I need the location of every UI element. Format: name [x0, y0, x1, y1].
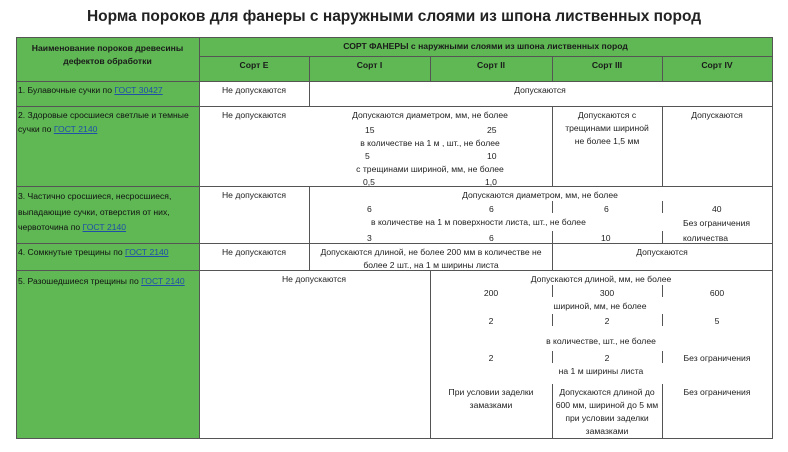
row5-grades-e-i: Не допускаются	[281, 274, 347, 284]
row3-grade-ii-quantity: 6	[489, 233, 494, 243]
row2-grade-i-crack-width: 0,5	[363, 177, 375, 187]
row2-cracks-head: с трещинами шириной, мм, не более	[356, 164, 504, 174]
row2-grade-iii: Допускаются с трещинами шириной не более 1,5 мм	[565, 110, 649, 146]
row5-grade-iv-quantity: Без ограничения	[683, 353, 751, 363]
row2-quantity-head: в количестве на 1 м , шт., не более	[360, 138, 500, 148]
header-defects-col: Наименование пороков древесины дефектов обработки	[16, 37, 199, 81]
gost-30427-link[interactable]: ГОСТ 30427	[114, 85, 163, 95]
row5-grade-iii-fill: Допускаются длиной до 600 мм, шириной до 5 мм при условии заделки замазками	[555, 387, 659, 436]
row5-grade-ii-fill: При условии заделки замазками	[448, 387, 534, 410]
gost-2140-link-row4[interactable]: ГОСТ 2140	[125, 247, 169, 257]
row3-grade-iv-diameter: 40	[712, 204, 722, 214]
row2-label: 2. Здоровые сросшиеся светлые и темные сучки по ГОСТ 2140	[16, 106, 199, 186]
row3-grade-i-quantity: 3	[367, 233, 372, 243]
row2-grade-ii-crack-width: 1,0	[485, 177, 497, 187]
row3-grade-e: Не допускаются	[221, 190, 287, 200]
row3-grade-iii-diameter: 6	[604, 204, 609, 214]
row5-grade-ii-width: 2	[488, 316, 494, 326]
row2-grade-ii-quantity: 10	[487, 151, 497, 161]
row5-width-head: шириной, мм, не более	[553, 301, 647, 311]
row4-grade-e: Не допускаются	[221, 247, 287, 257]
row3-grade-ii-diameter: 6	[489, 204, 494, 214]
row3-grade-i-diameter: 6	[367, 204, 372, 214]
row1-grades-i-iv: Допускаются	[514, 85, 566, 95]
header-grade-i: Сорт I	[309, 56, 430, 81]
row1-label: 1. Булавочные сучки по ГОСТ 30427	[16, 81, 199, 106]
header-grade-e: Сорт E	[199, 56, 309, 81]
row3-label: 3. Частично сросшиеся, несросшиеся, выпадающие сучки, отверстия от них, червоточина по ГОСТ 2140	[16, 186, 199, 243]
row5-grade-iv-length: 600	[709, 288, 725, 298]
gost-2140-link-row5[interactable]: ГОСТ 2140	[141, 276, 185, 286]
header-grade-ii: Сорт II	[430, 56, 552, 81]
row5-grade-iii-width: 2	[604, 316, 610, 326]
row3-grade-iii-quantity: 10	[601, 233, 611, 243]
row4-grades-iii-iv: Допускаются	[636, 247, 688, 257]
row2-grade-e: Не допускаются	[221, 110, 287, 120]
row5-quantity-head: в количестве, шт., не более	[546, 336, 656, 346]
header-grade-iii: Сорт III	[552, 56, 662, 81]
row2-diameter-head: Допускаются диаметром, мм, не более	[352, 110, 508, 120]
row1-grade-e: Не допускаются	[221, 85, 287, 95]
row2-grade-i-quantity: 5	[365, 151, 370, 161]
header-grade-iv: Сорт IV	[662, 56, 772, 81]
row5-grade-ii-quantity: 2	[488, 353, 494, 363]
row2-grade-ii-diameter: 25	[487, 125, 497, 135]
row4-label: 4. Сомкнутые трещины по ГОСТ 2140	[16, 243, 199, 270]
header-grade-group: СОРТ ФАНЕРЫ с наружными слоями из шпона лиственных пород	[199, 37, 772, 56]
row5-grade-iv-fill: Без ограничения	[683, 387, 751, 397]
row5-per-width-note: на 1 м ширины листа	[558, 366, 644, 376]
row5-grade-iii-quantity: 2	[604, 353, 610, 363]
row3-quantity-head: в количестве на 1 м поверхности листа, шт., не более	[371, 217, 586, 227]
row4-grades-i-ii: Допускаются длиной, не более 200 мм в количестве не более 2 шт., на 1 м ширины листа	[320, 247, 542, 270]
row3-diameter-head: Допускаются диаметром, мм, не более	[462, 190, 618, 200]
row2-grade-iv: Допускаются	[691, 110, 743, 120]
page-title: Норма пороков для фанеры с наружными слоями из шпона лиственных пород	[86, 8, 702, 25]
gost-2140-link-row3[interactable]: ГОСТ 2140	[82, 222, 127, 232]
row5-grade-iii-length: 300	[599, 288, 615, 298]
row2-grade-i-diameter: 15	[365, 125, 375, 135]
row3-grade-iv-quantity: Без ограничения количества	[683, 218, 751, 243]
row5-grade-iv-width: 5	[714, 316, 720, 326]
row5-grade-ii-length: 200	[483, 288, 499, 298]
row5-label: 5. Разошедшиеся трещины по ГОСТ 2140	[16, 270, 199, 438]
gost-2140-link-row2[interactable]: ГОСТ 2140	[53, 123, 98, 134]
row5-length-head: Допускаются длиной, мм, не более	[530, 274, 672, 284]
